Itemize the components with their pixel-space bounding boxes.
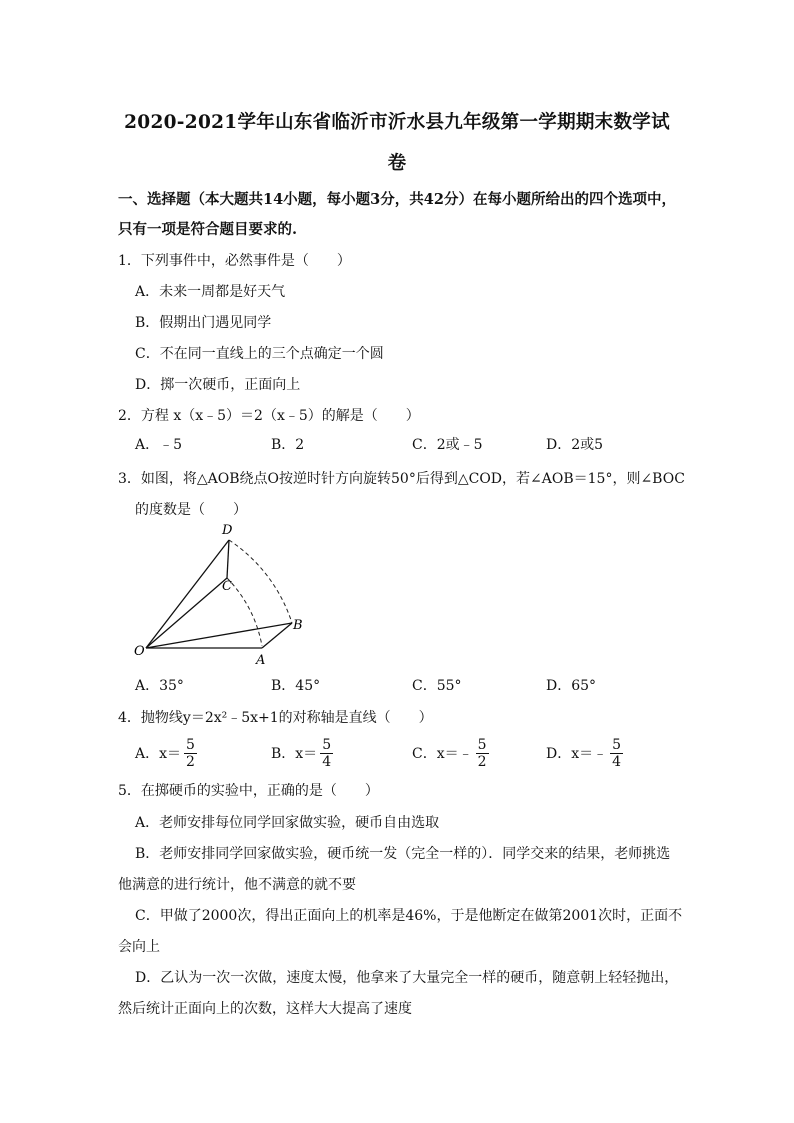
q4-option-b-prefix: B．x＝ bbox=[271, 746, 318, 762]
q5-option-d-line2: 然后统计正面向上的次数，这样大大提高了速度 bbox=[118, 1001, 412, 1017]
q3-stem-line1: 3．如图，将△AOB绕点O按逆时针方向旋转50°后得到△COD，若∠AOB＝15°，则∠BOC bbox=[118, 471, 685, 487]
q1-option-d: D．掷一次硬币，正面向上 bbox=[135, 377, 301, 393]
q3-stem-line2: 的度数是（ ） bbox=[135, 502, 247, 518]
label-b: B bbox=[293, 618, 303, 633]
q4-option-c-prefix: C．x＝﹣ bbox=[412, 746, 473, 762]
exam-title-line1: 2020-2021学年山东省临沂市沂水县九年级第一学期期末数学试 bbox=[124, 112, 670, 133]
q2-options-row bbox=[135, 429, 695, 459]
q2-option-a: A．﹣5 bbox=[135, 437, 183, 453]
exam-title-line2: 卷 bbox=[387, 153, 407, 174]
segment-oc bbox=[146, 578, 227, 648]
q5-option-b-line1: B．老师安排同学回家做实验，硬币统一发（完全一样的）．同学交来的结果，老师挑选 bbox=[135, 846, 671, 862]
q2-option-b: B．2 bbox=[271, 437, 305, 453]
q4-option-b-numerator: 5 bbox=[322, 736, 332, 753]
q5-option-c-line1: C．甲做了2000次，得出正面向上的机率是46%，于是他断定在做第2001次时，正面不 bbox=[135, 908, 683, 924]
q5-option-d-line1: D．乙认为一次一次做，速度太慢，他拿来了大量完全一样的硬币，随意朝上轻轻抛出， bbox=[135, 970, 679, 986]
label-a: A bbox=[256, 653, 266, 668]
section-heading-line1: 一、选择题（本大题共14小题，每小题3分，共42分）在每小题所给出的四个选项中， bbox=[118, 191, 676, 208]
q4-option-d-fraction bbox=[610, 737, 623, 770]
arc-oc-oa bbox=[227, 578, 262, 646]
segment-dc bbox=[227, 540, 229, 578]
q2-option-d: D．2或5 bbox=[546, 437, 604, 453]
q3-option-b: B．45° bbox=[271, 678, 321, 694]
segment-ob bbox=[146, 623, 292, 648]
q4-option-c-fraction bbox=[476, 737, 489, 770]
q1-option-c: C．不在同一直线上的三个点确定一个圆 bbox=[135, 346, 384, 362]
q4-options-row bbox=[135, 733, 695, 773]
rotation-figure bbox=[132, 518, 312, 668]
label-o: O bbox=[134, 644, 145, 659]
q3-option-c: C．55° bbox=[412, 678, 462, 694]
arc-od-ob bbox=[229, 540, 292, 623]
q3-option-d: D．65° bbox=[546, 678, 597, 694]
q5-stem: 5．在掷硬币的实验中，正确的是（ ） bbox=[118, 783, 379, 799]
q5-option-a: A．老师安排每位同学回家做实验，硬币自由选取 bbox=[135, 815, 440, 831]
q4-option-a bbox=[135, 733, 197, 773]
q1-option-b: B．假期出门遇见同学 bbox=[135, 315, 272, 331]
q4-stem: 4．抛物线y＝2x²﹣5x+1的对称轴是直线（ ） bbox=[118, 710, 433, 726]
q5-option-c-line2: 会向上 bbox=[118, 939, 160, 955]
q2-stem: 2．方程 x（x﹣5）＝2（x﹣5）的解是（ ） bbox=[118, 408, 420, 424]
q3-option-a: A．35° bbox=[135, 678, 184, 694]
q4-option-b-fraction bbox=[320, 737, 333, 770]
q4-option-a-fraction bbox=[184, 737, 197, 770]
q4-option-d-numerator: 5 bbox=[612, 736, 622, 753]
segment-od bbox=[146, 540, 229, 648]
q4-option-b bbox=[271, 733, 333, 773]
q4-option-c-denominator: 2 bbox=[477, 753, 487, 770]
q4-option-c-numerator: 5 bbox=[477, 736, 487, 753]
q4-option-d bbox=[546, 733, 623, 773]
label-c: C bbox=[222, 579, 232, 594]
q2-option-c: C．2或﹣5 bbox=[412, 437, 483, 453]
q5-option-b-line2: 他满意的进行统计，他不满意的就不要 bbox=[118, 877, 356, 893]
q3-options-row bbox=[135, 670, 695, 700]
q4-option-a-numerator: 5 bbox=[186, 736, 195, 753]
q1-stem: 1．下列事件中，必然事件是（ ） bbox=[118, 253, 351, 269]
q4-option-d-prefix: D．x＝﹣ bbox=[546, 746, 608, 762]
q4-option-d-denominator: 4 bbox=[612, 753, 622, 770]
q4-option-b-denominator: 4 bbox=[322, 753, 332, 770]
label-d: D bbox=[222, 523, 233, 538]
section-heading-line2: 只有一项是符合题目要求的. bbox=[118, 221, 298, 238]
q4-option-a-denominator: 2 bbox=[186, 753, 195, 770]
q1-option-a: A．未来一周都是好天气 bbox=[135, 284, 286, 300]
q4-option-c bbox=[412, 733, 489, 773]
q4-option-a-prefix: A．x＝ bbox=[135, 746, 182, 762]
